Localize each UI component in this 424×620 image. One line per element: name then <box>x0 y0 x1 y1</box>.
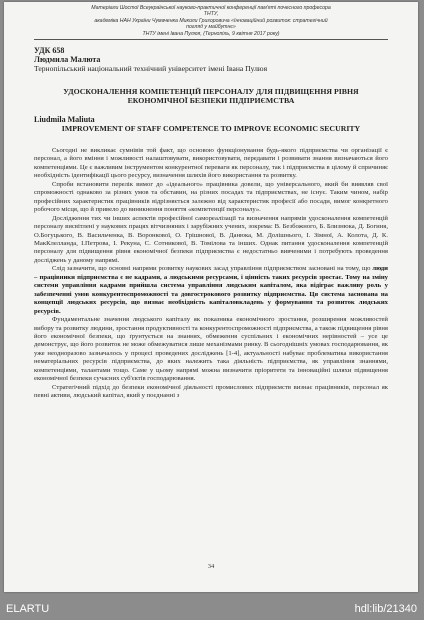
article-content <box>4 46 418 401</box>
repository-label: ELARTU <box>6 603 50 615</box>
document-page <box>4 2 418 592</box>
article-title-english: IMPROVEMENT OF STAFF COMPETENCE TO IMPROVE ECONOMIC SECURITY <box>61 124 361 134</box>
author-name: Людмила Малюта <box>34 55 101 65</box>
author-name-english: Liudmila Maliuta <box>34 115 95 125</box>
paragraph-5: Фундаментальне значення людського капіталу як показника економічного зростання, розширення можливостей вибору та розвитку людини, зростання продуктивності та конкурентоспроможності підприємства, а також підвищення рівня його економічної безпеки, що ґрунтується на знаннях, обмеження суспільних і економічних нерівностей – усе це демонструє, що його розвиток не може обмежуватися лише механізмами ринку. В сьогоднішніх умовах господарювання, як уже неодноразово зазначалось у процесі проведених досліджень [1-4], актуальності набуває проблематика використання нематеріальних ресурсів підприємства, до яких належить така діяльність підприємства, як управління знаннями, компетенціями, талантами тощо. Саме у цьому напрямі можна визначити пріоритети та інноваційні шляхи підвищення економічної безпеки сучасних суб'єктів господарювання. <box>34 316 388 383</box>
header-line-3: ТНТУ імені Івана Пулюя, (Тернопіль, 9 квітня 2017 року) <box>142 30 280 37</box>
author-affiliation: Тернопільський національний технічний університет імені Івана Пулюя <box>34 64 268 74</box>
page-number: 34 <box>207 563 215 570</box>
paragraph-1: Сьогодні не викликає сумнівів той факт, що основою функціонування будь-якого підприємства чи організації є персонал, а його вміння і можливості налаштовувати, використовувати, передавати і розвивати знання визначаються його компетенціями. Це є важливим інструментом конкурентної переваги як персоналу, так і підприємства в цілому й спричиняє необхідність ідентифікації цього ресурсу, визначення шляхів його використання та розвитку. <box>34 147 388 180</box>
article-body <box>34 147 388 401</box>
paragraph-3: Дослідження тих чи інших аспектів професійної самореалізації та визначення напрямів удосконалення компетенцій персоналу висвітлені у наукових працях вітчизняних і зарубіжних учених, зокрема: В. Безбожного, Б. Близнюка, Д. Богиня, О.Богуцького, В. Васильченка, В. Воронкової, О. Грішнової, В. Данюка, М. Долішнього, І. Зімної, А. Колота, Д. К. МакКлелланда, І.Петрова, І. Рекуна, С. Сотникової, В. Томілова та інших. Однак питання удосконалення компетенцій персоналу для підвищення рівня економічної безпеки підприємства є недостатньо вивченими і потребують проведення досліджень у даному напрямі. <box>34 214 388 264</box>
header-line-2: академіка НАН України Чумаченка Миколи Григоровича «Інноваційний розвиток: стратегічний погляд у майбутнє» <box>94 17 328 31</box>
udk-code: УДК 658 <box>34 46 65 56</box>
article-title: УДОСКОНАЛЕННЯ КОМПЕТЕНЦІЙ ПЕРСОНАЛУ ДЛЯ ПІДВИЩЕННЯ РІВНЯ ЕКОНОМІЧНОЇ БЕЗПЕКИ ПІДПРИЄМСТВА <box>63 87 359 106</box>
handle-identifier: hdl:lib/21340 <box>354 603 417 615</box>
paragraph-6: Стратегічний підхід до безпеки економічної діяльності промислових підприємств визнає працівників, персонал як певні активи, людський капітал, який у поєднанні з <box>34 383 388 400</box>
running-header <box>34 2 388 40</box>
paragraph-4-emphasis: люди – працівники підприємства є не кадрами, а людськими ресурсами, і цінність таких ресурсів зростає. Тому на зміну системи управління кадрами прийшла система управління людським капіталом, яка відіграє важливу роль у забезпеченні умов конкурентоспроможності та довгострокового розвитку підприємства. Ця система заснована на концепції людських ресурсів, що визнає необхідність капіталовкладень у формування та розвиток людських ресурсів. <box>34 265 388 315</box>
paragraph-4 <box>34 265 388 316</box>
paragraph-4-intro: Слід зазначити, що основні напрями розвитку наукових засад управління підприємством засновані на тому, що <box>52 265 373 273</box>
paragraph-2: Спроби встановити перелік вимог до «ідеального» працівника довели, що універсального, який би виявляв свої спроможності однаково за різних умов та обставин, на різних посадах та підприємствах, не існує. Таким чином, набір професійних характеристик працівників відрізняється залежно від характеристик професії або посади, вимог конкретного робочого місця, що й привело до виникнення поняття «компетенції персоналу». <box>34 180 388 214</box>
header-line-1: Матеріали Шостої Всеукраїнської науково-практичної конференції пам'яті почесного професора ТНТУ, <box>91 5 331 18</box>
